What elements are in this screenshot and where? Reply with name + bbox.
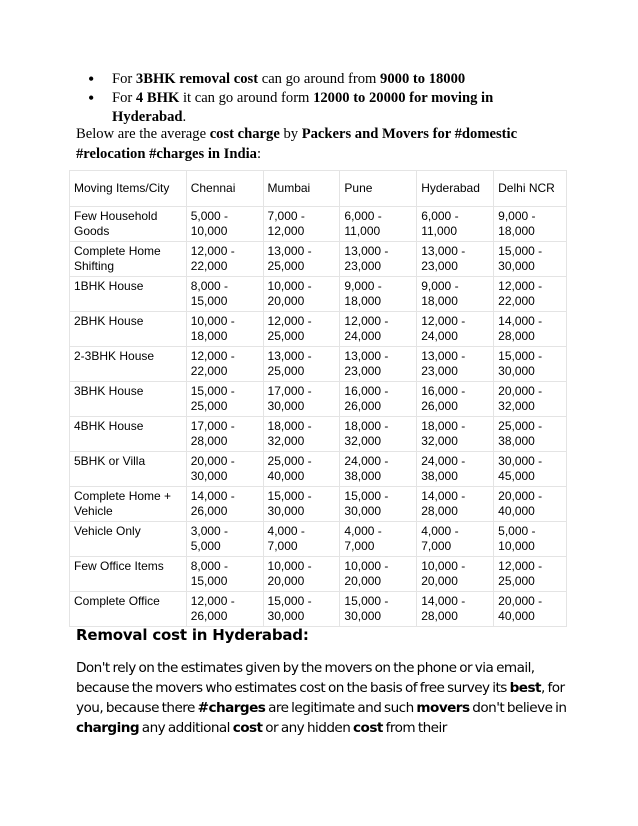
price-range-cell: 18,000 - 32,000 <box>417 417 494 452</box>
price-range-cell: 7,000 - 12,000 <box>263 207 340 242</box>
price-range-cell: 12,000 - 22,000 <box>494 277 567 312</box>
price-range-cell: 24,000 - 38,000 <box>340 452 417 487</box>
text-run: from their <box>382 720 447 736</box>
price-range-cell: 15,000 - 30,000 <box>340 592 417 627</box>
price-range-cell: 30,000 - 45,000 <box>494 452 567 487</box>
price-range-cell: 16,000 - 26,000 <box>417 382 494 417</box>
price-range-cell: 24,000 - 38,000 <box>417 452 494 487</box>
price-range-cell: 10,000 - 18,000 <box>186 312 263 347</box>
price-range-cell: 15,000 - 30,000 <box>263 487 340 522</box>
table-row <box>70 452 567 487</box>
price-range-cell: 15,000 - 30,000 <box>494 347 567 382</box>
table-row <box>70 242 567 277</box>
price-range-cell: 12,000 - 24,000 <box>340 312 417 347</box>
price-range-cell: 14,000 - 28,000 <box>417 487 494 522</box>
price-range-cell: 9,000 - 18,000 <box>340 277 417 312</box>
price-range-cell: 13,000 - 23,000 <box>340 347 417 382</box>
price-range-cell: 13,000 - 25,000 <box>263 242 340 277</box>
bold-keyword: charging <box>76 720 140 736</box>
price-range-cell: 10,000 - 20,000 <box>263 557 340 592</box>
price-range-cell: 20,000 - 30,000 <box>186 452 263 487</box>
price-range-cell: 14,000 - 26,000 <box>186 487 263 522</box>
price-range-cell: 10,000 - 20,000 <box>340 557 417 592</box>
price-range-cell: 6,000 - 11,000 <box>417 207 494 242</box>
bold-keyword: cost <box>353 720 383 736</box>
price-range-cell: 12,000 - 26,000 <box>186 592 263 627</box>
text-run: are legitimate and such <box>265 700 417 716</box>
bullet-dot-icon: • <box>88 88 95 108</box>
table-row <box>70 557 567 592</box>
row-label-cell: 5BHK or Villa <box>70 452 187 487</box>
price-range-cell: 8,000 - 15,000 <box>186 557 263 592</box>
price-range-cell: 17,000 - 28,000 <box>186 417 263 452</box>
table-row <box>70 312 567 347</box>
row-label-cell: 4BHK House <box>70 417 187 452</box>
text-run: don't believe in <box>469 700 567 716</box>
price-range-cell: 10,000 - 20,000 <box>417 557 494 592</box>
price-range-cell: 20,000 - 40,000 <box>494 487 567 522</box>
price-range-cell: 13,000 - 23,000 <box>417 242 494 277</box>
price-range-cell: 14,000 - 28,000 <box>417 592 494 627</box>
row-label-cell: Complete Home + Vehicle <box>70 487 187 522</box>
price-range-cell: 13,000 - 25,000 <box>263 347 340 382</box>
row-label-cell: Complete Office <box>70 592 187 627</box>
column-header: Pune <box>340 171 417 207</box>
bold-keyword: movers <box>416 700 470 716</box>
row-label-cell: 1BHK House <box>70 277 187 312</box>
price-range-cell: 9,000 - 18,000 <box>494 207 567 242</box>
price-range-cell: 10,000 - 20,000 <box>263 277 340 312</box>
text-run: , for you, because there <box>76 680 565 716</box>
price-range-cell: 15,000 - 25,000 <box>186 382 263 417</box>
row-label-cell: Complete Home Shifting <box>70 242 187 277</box>
price-range-cell: 13,000 - 23,000 <box>340 242 417 277</box>
price-range-cell: 5,000 - 10,000 <box>494 522 567 557</box>
bold-keyword: best <box>509 680 541 696</box>
price-range-cell: 15,000 - 30,000 <box>340 487 417 522</box>
price-range-cell: 6,000 - 11,000 <box>340 207 417 242</box>
column-header: Delhi NCR <box>494 171 567 207</box>
row-label-cell: Few Household Goods <box>70 207 187 242</box>
bullet-item: • For 4 BHK it can go around form 12000 to 20000 for moving in Hyderabad. <box>88 88 494 125</box>
column-header: Chennai <box>186 171 263 207</box>
price-range-cell: 3,000 - 5,000 <box>186 522 263 557</box>
row-label-cell: 2BHK House <box>70 312 187 347</box>
price-range-cell: 4,000 - 7,000 <box>340 522 417 557</box>
text-run: any additional <box>139 720 233 736</box>
price-range-cell: 15,000 - 30,000 <box>263 592 340 627</box>
column-header: Moving Items/City <box>70 171 187 207</box>
price-range-cell: 12,000 - 22,000 <box>186 242 263 277</box>
table-row <box>70 382 567 417</box>
price-range-cell: 20,000 - 32,000 <box>494 382 567 417</box>
bullet-item: • For 3BHK removal cost can go around from 9000 to 18000 <box>88 69 466 89</box>
price-range-cell: 20,000 - 40,000 <box>494 592 567 627</box>
price-range-cell: 16,000 - 26,000 <box>340 382 417 417</box>
table-row <box>70 417 567 452</box>
table-row <box>70 487 567 522</box>
intro-paragraph: Below are the average cost charge by Packers and Movers for #domestic #relocation #charges in India: <box>76 126 518 162</box>
price-range-cell: 17,000 - 30,000 <box>263 382 340 417</box>
price-range-cell: 4,000 - 7,000 <box>417 522 494 557</box>
price-range-cell: 15,000 - 30,000 <box>494 242 567 277</box>
price-range-cell: 12,000 - 25,000 <box>494 557 567 592</box>
price-range-cell: 8,000 - 15,000 <box>186 277 263 312</box>
bullet-list <box>88 70 568 127</box>
table-row <box>70 347 567 382</box>
column-header: Mumbai <box>263 171 340 207</box>
price-range-cell: 25,000 - 40,000 <box>263 452 340 487</box>
column-header: Hyderabad <box>417 171 494 207</box>
table-row <box>70 277 567 312</box>
row-label-cell: 2-3BHK House <box>70 347 187 382</box>
table-header-row <box>70 171 567 207</box>
row-label-cell: Few Office Items <box>70 557 187 592</box>
body-paragraph <box>76 658 576 738</box>
price-range-cell: 12,000 - 25,000 <box>263 312 340 347</box>
price-range-cell: 5,000 - 10,000 <box>186 207 263 242</box>
price-range-cell: 12,000 - 24,000 <box>417 312 494 347</box>
text-run: Don't rely on the estimates given by the movers on the phone or via email, because the movers who estimates cost on the basis of free survey its <box>76 660 535 696</box>
bold-keyword: #charges <box>197 700 266 716</box>
section-heading: Removal cost in Hyderabad: <box>76 626 309 644</box>
table-row <box>70 592 567 627</box>
price-range-cell: 4,000 - 7,000 <box>263 522 340 557</box>
row-label-cell: Vehicle Only <box>70 522 187 557</box>
table-row <box>70 522 567 557</box>
price-range-cell: 12,000 - 22,000 <box>186 347 263 382</box>
price-range-cell: 25,000 - 38,000 <box>494 417 567 452</box>
bold-keyword: cost <box>232 720 263 736</box>
price-range-cell: 18,000 - 32,000 <box>263 417 340 452</box>
bullet-dot-icon: • <box>88 69 95 89</box>
table-row <box>70 207 567 242</box>
moving-cost-table <box>69 170 567 627</box>
text-run: or any hidden <box>262 720 354 736</box>
price-range-cell: 9,000 - 18,000 <box>417 277 494 312</box>
price-range-cell: 13,000 - 23,000 <box>417 347 494 382</box>
price-range-cell: 14,000 - 28,000 <box>494 312 567 347</box>
row-label-cell: 3BHK House <box>70 382 187 417</box>
price-range-cell: 18,000 - 32,000 <box>340 417 417 452</box>
